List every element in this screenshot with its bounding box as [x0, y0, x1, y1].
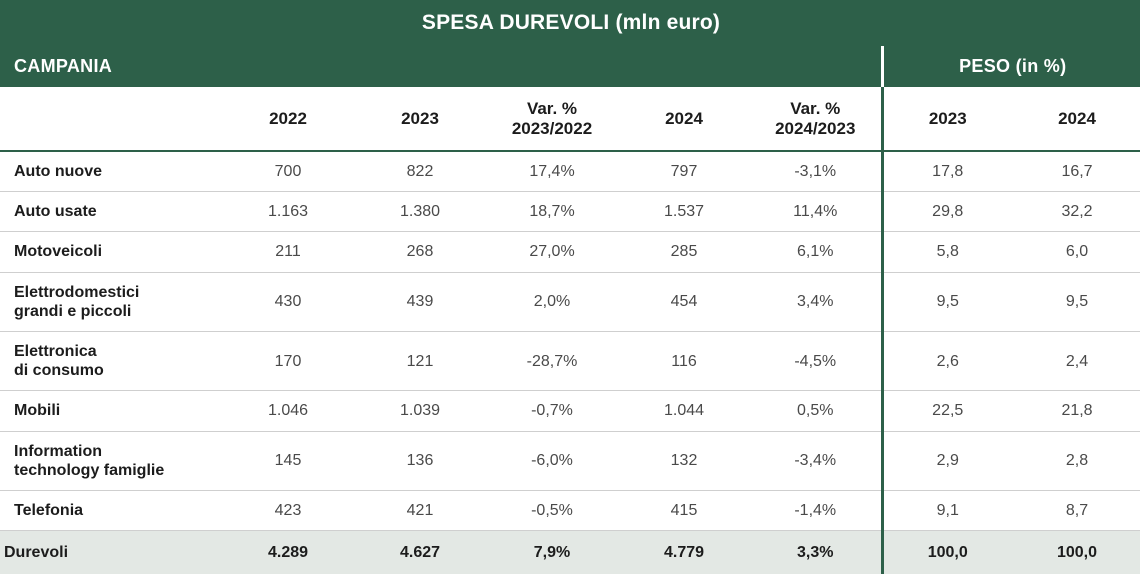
column-header-var-2023-2022-line1: Var. %: [526, 99, 578, 118]
cell-var-2024-2023: -3,4%: [750, 431, 882, 490]
column-header-var-2023-2022: [486, 87, 618, 151]
row-label-line1: Motoveicoli: [14, 243, 103, 261]
table-title: SPESA DUREVOLI (mln euro): [0, 0, 1140, 46]
row-label-line1: Elettronica: [14, 343, 97, 361]
total-cell-var-2023-2022: 7,9%: [486, 531, 618, 575]
cell-var-2023-2022: 27,0%: [486, 232, 618, 272]
cell-peso-2023: 9,5: [882, 272, 1012, 331]
total-cell-2023: 4.627: [354, 531, 486, 575]
cell-peso-2023: 17,8: [882, 151, 1012, 192]
table-row: [0, 391, 1140, 431]
cell-peso-2024: 21,8: [1012, 391, 1140, 431]
cell-var-2024-2023: -1,4%: [750, 490, 882, 530]
column-header-peso-2024: 2024: [1012, 87, 1140, 151]
cell-2022: 423: [222, 490, 354, 530]
column-header-2022: 2022: [222, 87, 354, 151]
cell-var-2023-2022: -6,0%: [486, 431, 618, 490]
cell-peso-2023: 2,6: [882, 332, 1012, 391]
table-title-row: [0, 0, 1140, 46]
cell-peso-2024: 8,7: [1012, 490, 1140, 530]
cell-2024: 1.537: [618, 192, 750, 232]
row-label: [0, 272, 222, 331]
cell-2022: 211: [222, 232, 354, 272]
cell-2022: 700: [222, 151, 354, 192]
cell-var-2023-2022: -0,5%: [486, 490, 618, 530]
cell-peso-2023: 22,5: [882, 391, 1012, 431]
cell-var-2023-2022: 17,4%: [486, 151, 618, 192]
cell-var-2024-2023: 11,4%: [750, 192, 882, 232]
table-row: [0, 431, 1140, 490]
row-label-line1: Auto nuove: [14, 163, 102, 181]
total-row-label: Durevoli: [0, 531, 222, 575]
table-row: [0, 332, 1140, 391]
table-row: [0, 151, 1140, 192]
row-label-line1: Auto usate: [14, 203, 97, 221]
row-label: [0, 431, 222, 490]
cell-2022: 1.163: [222, 192, 354, 232]
cell-var-2024-2023: 6,1%: [750, 232, 882, 272]
cell-peso-2024: 2,4: [1012, 332, 1140, 391]
total-cell-2022: 4.289: [222, 531, 354, 575]
cell-2024: 797: [618, 151, 750, 192]
column-header-2024: 2024: [618, 87, 750, 151]
column-header-var-2023-2022-line2: 2023/2022: [511, 118, 593, 138]
peso-group-header: PESO (in %): [882, 46, 1140, 87]
cell-2023: 421: [354, 490, 486, 530]
column-header-var-2024-2023-line1: Var. %: [790, 99, 841, 118]
column-header-2023: 2023: [354, 87, 486, 151]
row-label-line1: Elettrodomestici: [14, 283, 140, 301]
row-label-line1: Information: [14, 442, 102, 460]
cell-peso-2024: 16,7: [1012, 151, 1140, 192]
table-body: [0, 151, 1140, 574]
cell-2024: 1.044: [618, 391, 750, 431]
column-header-row: [0, 87, 1140, 151]
table-header: [0, 0, 1140, 151]
cell-peso-2023: 2,9: [882, 431, 1012, 490]
cell-2023: 822: [354, 151, 486, 192]
cell-2024: 116: [618, 332, 750, 391]
cell-2023: 268: [354, 232, 486, 272]
cell-var-2024-2023: 3,4%: [750, 272, 882, 331]
column-header-peso-2023: 2023: [882, 87, 1012, 151]
region-row: [0, 46, 1140, 87]
cell-var-2023-2022: 18,7%: [486, 192, 618, 232]
cell-2022: 145: [222, 431, 354, 490]
cell-peso-2024: 9,5: [1012, 272, 1140, 331]
cell-2024: 285: [618, 232, 750, 272]
cell-var-2023-2022: -28,7%: [486, 332, 618, 391]
cell-2024: 415: [618, 490, 750, 530]
cell-2022: 1.046: [222, 391, 354, 431]
table-row: [0, 272, 1140, 331]
cell-2023: 136: [354, 431, 486, 490]
cell-peso-2024: 32,2: [1012, 192, 1140, 232]
table-row: [0, 192, 1140, 232]
cell-2022: 170: [222, 332, 354, 391]
cell-2023: 1.380: [354, 192, 486, 232]
region-name: CAMPANIA: [0, 46, 882, 87]
cell-peso-2024: 2,8: [1012, 431, 1140, 490]
row-label: [0, 332, 222, 391]
total-cell-var-2024-2023: 3,3%: [750, 531, 882, 575]
column-header-blank: [0, 87, 222, 151]
cell-peso-2023: 5,8: [882, 232, 1012, 272]
cell-var-2024-2023: 0,5%: [750, 391, 882, 431]
row-label: [0, 232, 222, 272]
cell-2023: 1.039: [354, 391, 486, 431]
row-label-line1: Mobili: [14, 402, 61, 420]
table-row: [0, 490, 1140, 530]
cell-var-2023-2022: -0,7%: [486, 391, 618, 431]
cell-peso-2023: 9,1: [882, 490, 1012, 530]
total-cell-peso-2023: 100,0: [882, 531, 1012, 575]
column-header-var-2024-2023-line2: 2024/2023: [775, 118, 856, 138]
row-label: [0, 151, 222, 192]
cell-2024: 454: [618, 272, 750, 331]
table-total-row: [0, 531, 1140, 575]
row-label: [0, 192, 222, 232]
table-row: [0, 232, 1140, 272]
total-cell-2024: 4.779: [618, 531, 750, 575]
cell-2023: 121: [354, 332, 486, 391]
total-cell-peso-2024: 100,0: [1012, 531, 1140, 575]
cell-2024: 132: [618, 431, 750, 490]
row-label-line2: technology famiglie: [14, 461, 165, 479]
row-label: [0, 490, 222, 530]
row-label: [0, 391, 222, 431]
row-label-line2: di consumo: [14, 362, 104, 380]
cell-var-2024-2023: -3,1%: [750, 151, 882, 192]
cell-2022: 430: [222, 272, 354, 331]
cell-var-2023-2022: 2,0%: [486, 272, 618, 331]
cell-2023: 439: [354, 272, 486, 331]
cell-peso-2023: 29,8: [882, 192, 1012, 232]
row-label-line1: Telefonia: [14, 501, 84, 519]
column-header-var-2024-2023: [750, 87, 882, 151]
cell-peso-2024: 6,0: [1012, 232, 1140, 272]
row-label-line2: grandi e piccoli: [14, 302, 132, 320]
cell-var-2024-2023: -4,5%: [750, 332, 882, 391]
